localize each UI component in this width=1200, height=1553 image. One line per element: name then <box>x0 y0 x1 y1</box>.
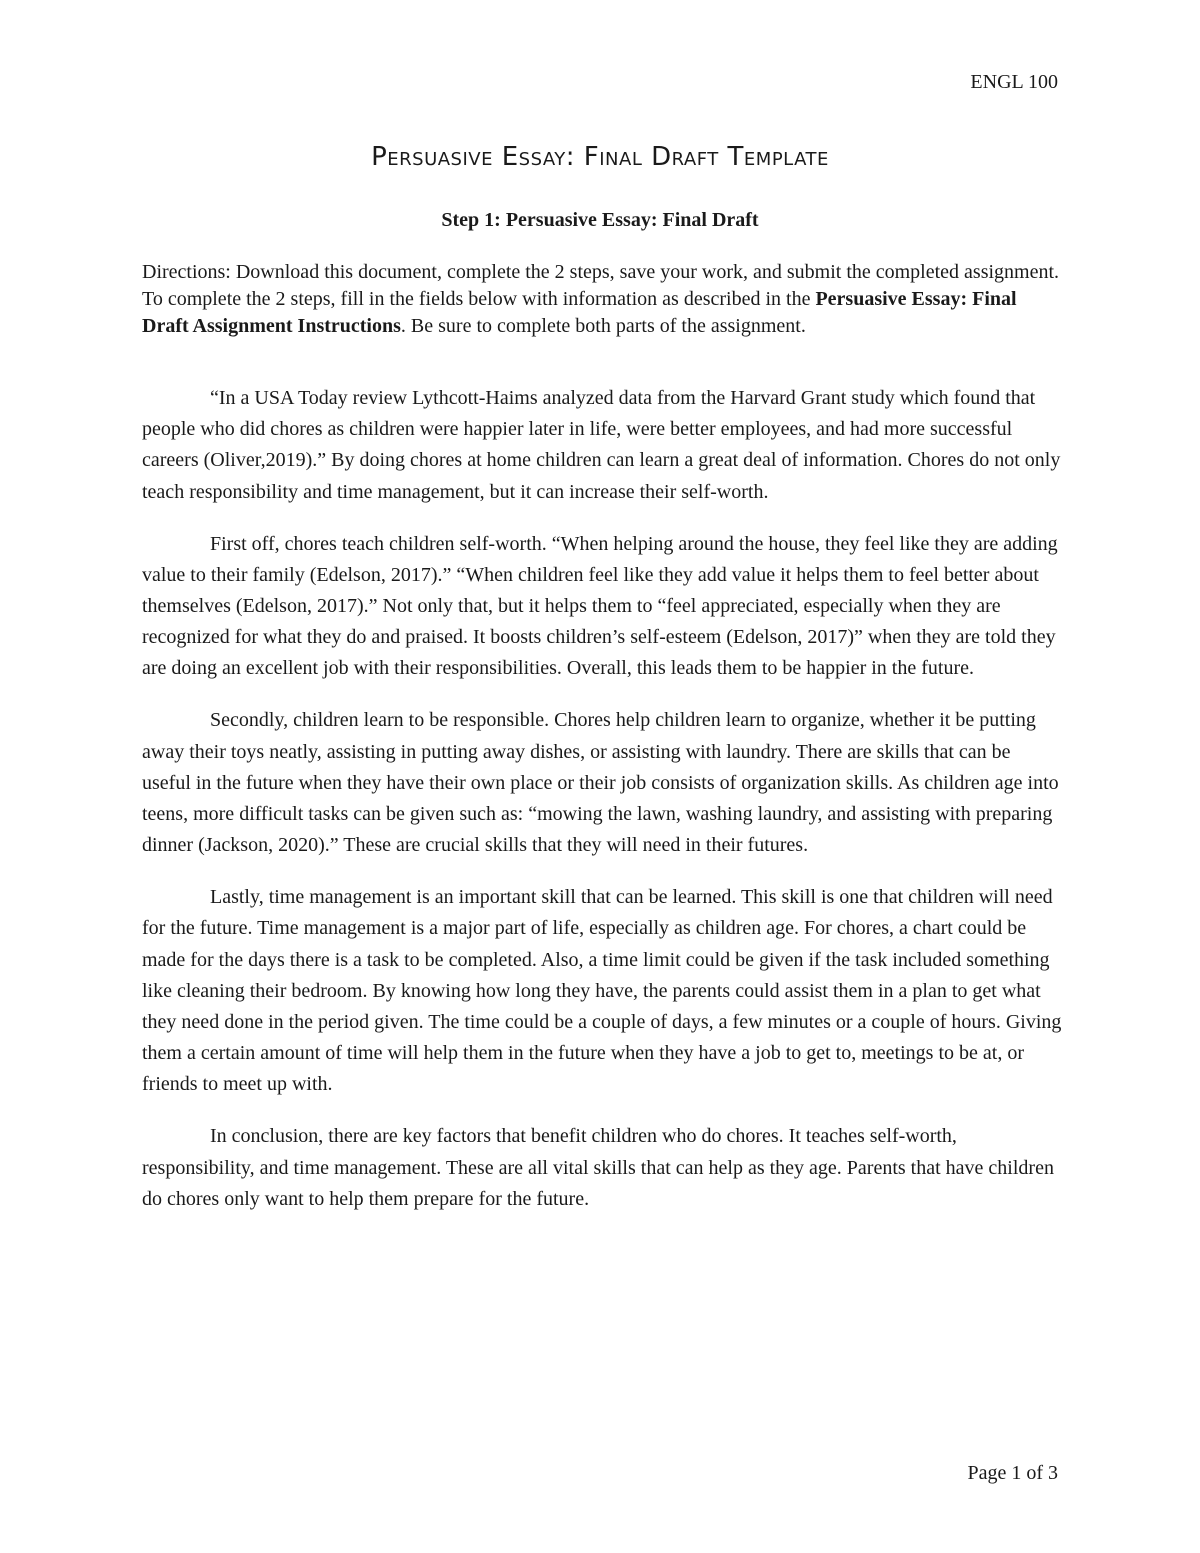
essay-paragraph-responsibility: Secondly, children learn to be responsible. Chores help children learn to organize, whether it be putting away their toys neatly, assisting in putting away dishes, or assisting with laundry. There are skills that can be useful in the future when they have their own place or their job consists of organization skills. As children age into teens, more difficult tasks can be given such as: “mowing the lawn, washing laundry, and assisting with preparing dinner (Jackson, 2020).” These are crucial skills that they will need in their futures. <box>142 709 1059 857</box>
essay-paragraph-time-management: Lastly, time management is an important skill that can be learned. This skill is one that children will need for the future. Time management is a major part of life, especially as children age. For chores, a chart could be made for the days there is a task to be completed. Also, a time limit could be given if the task included something like cleaning their bedroom. By knowing how long they have, the parents could assist them in a plan to get what they need done in the period given. The time could be a couple of days, a few minutes or a couple of hours. Giving them a certain amount of time will help them in the future when they have a job to get to, meetings to be at, or friends to meet up with. <box>142 886 1062 1096</box>
essay-paragraph-conclusion: In conclusion, there are key factors that benefit children who do chores. It teaches self-worth, responsibility, and time management. These are all vital skills that can help as they age. Parents that have children do chores only want to help them prepare for the future. <box>142 1125 1054 1210</box>
essay-paragraph-intro: “In a USA Today review Lythcott-Haims analyzed data from the Harvard Grant study which found that people who did chores as children were happier later in life, were better employees, and had more successful careers (Oliver,2019).” By doing chores at home children can learn a great deal of information. Chores do not only teach responsibility and time management, but it can increase their self-worth. <box>142 387 1061 503</box>
directions-paragraph <box>142 259 1062 340</box>
header-course: ENGL 100 <box>970 71 1058 93</box>
essay-paragraph-self-worth: First off, chores teach children self-worth. “When helping around the house, they feel like they are adding value to their family (Edelson, 2017).” “When children feel like they add value it helps them to feel better about themselves (Edelson, 2017).” Not only that, but it helps them to “feel appreciated, especially when they are recognized for what they do and praised. It boosts children’s self-esteem (Edelson, 2017)” when they are told they are doing an excellent job with their responsibilities. Overall, this leads them to be happier in the future. <box>142 532 1058 680</box>
step-heading: Step 1: Persuasive Essay: Final Draft <box>441 209 759 231</box>
document-title: Persuasive Essay: Final Draft Template <box>371 142 829 172</box>
directions-tail: . Be sure to complete both parts of the assignment. <box>400 315 806 337</box>
directions-block <box>142 259 1062 340</box>
essay-body <box>142 383 1062 1236</box>
page-number: Page 1 of 3 <box>967 1462 1058 1484</box>
directions-bold-instructions: Persuasive Essay: Final Draft Assignment Instructions <box>142 288 1017 337</box>
directions-lead: Directions: Download this document, complete the 2 steps, save your work, and submit the completed assignment. To complete the 2 steps, fill in the fields below with information as described in the <box>142 261 1060 310</box>
